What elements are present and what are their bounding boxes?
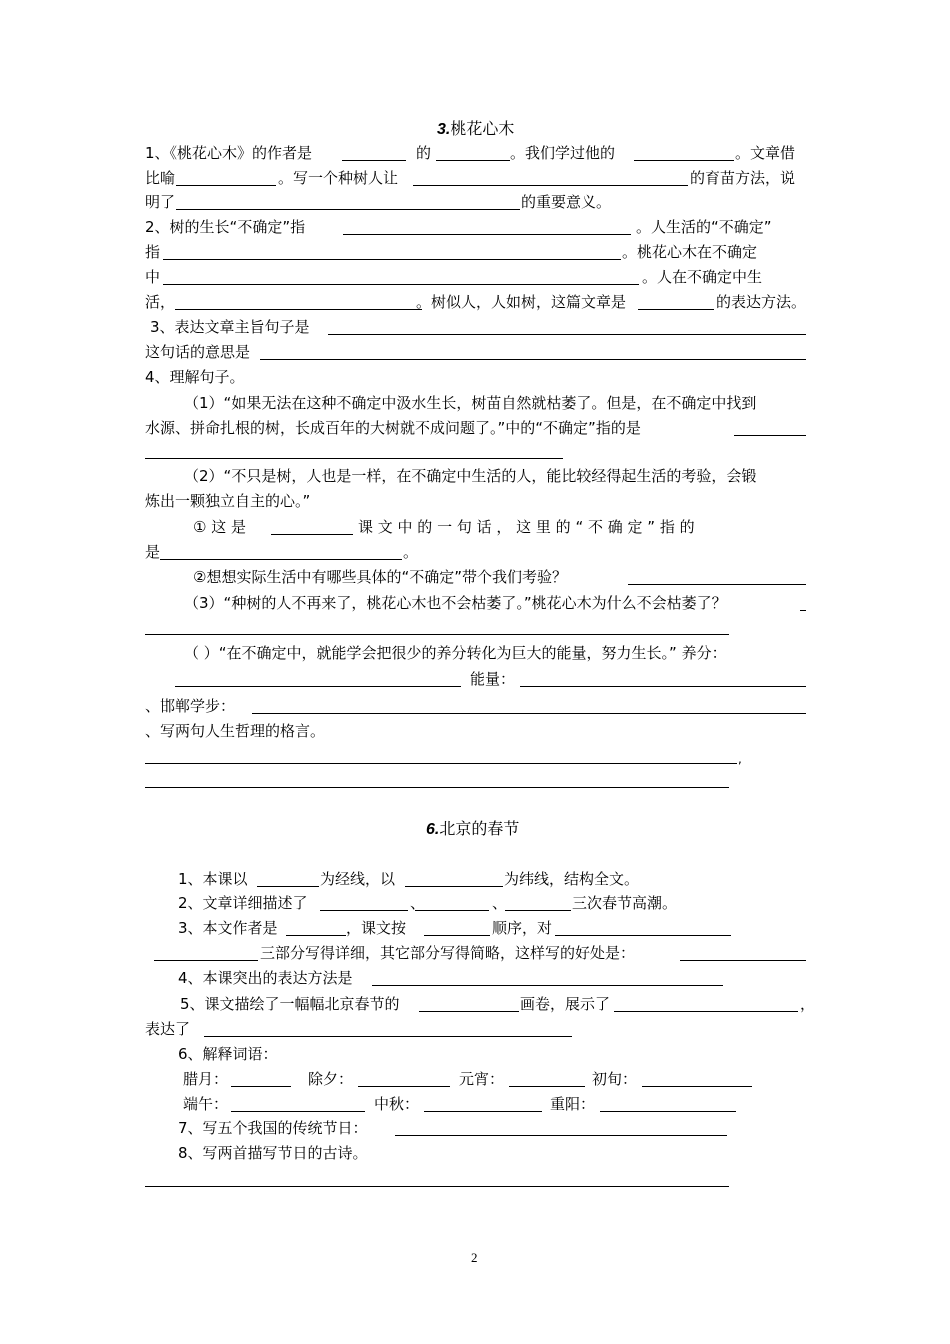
q5-text: 、邯郸学步： [145,697,236,715]
section-title-text: 桃花心木 [450,119,515,138]
section-title-beijing-spring-festival [426,818,519,841]
q1-blank-metaphor[interactable] [176,185,276,186]
q1-text-e: 比喻 [145,169,176,187]
q1-text-d: 。文章借 [735,144,796,162]
s2-q2-text-d: 三次春节高潮。 [572,894,678,912]
q2-text-c: 指 [145,243,161,261]
s2-blank-chongyang[interactable] [600,1111,736,1112]
s2-q2-blank-c[interactable] [505,910,571,911]
s2-q3-blank-parts[interactable] [555,935,731,936]
q4-p2-q1-blank-b[interactable] [160,559,402,560]
q4-p1-line1: （1）“如果无法在这种不确定中汲水生长，树苗自然就枯萎了。但是，在不确定中找到 [184,394,757,412]
s2-q3-text-c: 顺序，对 [492,919,553,937]
q4-p2-q2-blank[interactable] [628,584,806,585]
q2-text-a: 2、树的生长“不确定”指 [145,218,306,236]
s2-word-yuanxiao: 元宵： [459,1070,505,1088]
q4-p2-line2: 炼出一颗独立自主的心。” [145,492,311,510]
q4-p2-q1-text-d: 。 [403,543,419,561]
q2-text-b: 。人生活的“不确定” [636,218,772,236]
q2-text-e: 中 [145,268,161,286]
q1-blank-origin[interactable] [436,160,510,161]
q2-text-g: 活， [145,293,176,311]
s2-q2-text-b: 、 [410,894,426,912]
q6-blank-b[interactable] [145,787,729,788]
s2-word-chuxi: 除夕： [308,1070,354,1088]
q6-text: 、写两句人生哲理的格言。 [145,722,326,740]
s2-q7-text: 7、写五个我国的传统节日： [178,1119,368,1137]
q2-text-h: 。树似人，人如树，这篇文章是 [416,293,627,311]
s2-q5-text-b: 画卷，展示了 [520,995,611,1013]
s2-word-zhongqiu: 中秋： [374,1095,420,1113]
q4-p1-line2: 水源、拼命扎根的树，长成百年的大树就不成问题了。”中的“不确定”指的是 [145,419,641,437]
q1-text-f: 。写一个种树人让 [278,169,399,187]
q2-text-f: 。人在不确定中生 [642,268,763,286]
s2-word-duanwu: 端午： [183,1095,229,1113]
q4-p4-blank-energy[interactable] [520,686,806,687]
s2-q5-text-a: 5、课文描绘了一幅幅北京春节的 [180,995,400,1013]
q1-text-g: 的育苗方法，说 [690,169,796,187]
q3-blank-meaning[interactable] [260,359,806,360]
s2-blank-yuanxiao[interactable] [509,1086,585,1087]
section-title-taohuaxinmu [437,118,514,141]
s2-q2-text-c: 、 [492,894,508,912]
q4-p2-q2-text: ②想想实际生活中有哪些具体的“不确定”带个我们考验？ [193,568,567,586]
s2-word-chongyang: 重阳： [550,1095,596,1113]
s2-q4-blank[interactable] [372,985,723,986]
s2-q6-text: 6、解释词语： [178,1045,278,1063]
s2-blank-chuxun[interactable] [642,1086,752,1087]
s2-q4-text: 4、本课突出的表达方法是 [178,969,353,987]
q1-blank-work[interactable] [634,160,734,161]
q3-blank-theme[interactable] [328,334,806,335]
s2-q1-text-c: 为纬线，结构全文。 [504,870,640,888]
s2-blank-duanwu[interactable] [231,1111,365,1112]
q2-text-i: 的表达方法。 [716,293,807,311]
q1-blank-meaning[interactable] [176,209,520,210]
s2-blank-layue[interactable] [231,1086,291,1087]
s2-q3-text-b: ，课文按 [346,919,407,937]
q4-p3-blank-a[interactable] [800,610,806,611]
s2-word-layue: 腊月： [183,1070,229,1088]
q4-p2-q1-blank-a[interactable] [271,534,353,535]
q2-blank-tree-uncertain[interactable] [343,234,631,235]
s2-q1-text-a: 1、本课以 [178,870,248,888]
s2-q8-text: 8、写两首描写节日的古诗。 [178,1144,368,1162]
q2-blank-expression[interactable] [638,309,714,310]
s2-q5-text-d: 表达了 [145,1020,191,1038]
s2-blank-chuxi[interactable] [358,1086,450,1087]
q4-p2-q1-text-a: ① 这 是 [193,518,246,536]
s2-q7-blank[interactable] [395,1135,727,1136]
s2-q3-blank-order[interactable] [424,935,490,936]
s2-q2-blank-b[interactable] [415,910,489,911]
s2-q2-text-a: 2、文章详细描述了 [178,894,308,912]
s2-q3-text-d: 三部分写得详细，其它部分写得简略，这样写的好处是： [260,944,636,962]
s2-q5-text-c: ， [800,995,816,1013]
q2-blank-tree-growth[interactable] [163,284,639,285]
q1-blank-author[interactable] [342,160,406,161]
s2-q3-blank-benefit[interactable] [680,960,806,961]
s2-q8-blank[interactable] [145,1186,729,1187]
page-number: 2 [471,1250,478,1265]
q1-text-i: 的重要意义。 [521,193,612,211]
q1-text-c: 。我们学过他的 [510,144,616,162]
q4-p4-text: （ ）“在不确定中，就能学会把很少的养分转化为巨大的能量，努力生长。” 养分： [184,644,727,662]
s2-q5-blank-b[interactable] [614,1011,798,1012]
q1-text-h: 明了 [145,193,176,211]
s2-q1-text-b: 为经线，以 [320,870,396,888]
section-number: 3. [437,121,451,138]
s2-q1-blank-b[interactable] [405,886,503,887]
q6-blank-a[interactable] [145,763,737,764]
q4-p4-blank-nutrient[interactable] [175,686,461,687]
q2-blank-life[interactable] [175,309,422,310]
s2-q3-blank-parts-cont[interactable] [154,960,258,961]
q4-p2-q1-text-b: 课 文 中 的 一 句 话 ， 这 里 的 “ 不 确 定 ” 指 的 [358,518,695,536]
s2-q3-text-a: 3、本文作者是 [178,919,278,937]
s2-q1-blank-a[interactable] [257,886,319,887]
q2-text-d: 。桃花心木在不确定 [622,243,758,261]
s2-q5-blank-c[interactable] [204,1036,572,1037]
q4-p2-line1: （2）“不只是树，人也是一样，在不确定中生活的人，能比较经得起生活的考验，会锻 [184,467,757,485]
s2-q3-blank-author[interactable] [286,935,346,936]
q4-p3-text: （3）“种树的人不再来了，桃花心木也不会枯萎了。”桃花心木为什么不会枯萎了？ [184,594,727,612]
q4-p4-energy-label: 能量： [470,670,516,688]
q5-blank[interactable] [252,713,806,714]
q4-p2-q1-text-c: 是 [145,543,161,561]
q1-blank-method[interactable] [413,185,688,186]
q4-p3-blank-b[interactable] [145,634,729,635]
s2-blank-zhongqiu[interactable] [424,1111,542,1112]
q1-text-b: 的 [416,144,432,162]
q3-text-b: 这句话的意思是 [145,343,251,361]
q4-heading: 4、理解句子。 [145,368,245,386]
s2-word-chuxun: 初旬： [592,1070,638,1088]
s2-q2-blank-a[interactable] [320,910,408,911]
q3-text-a: 3、表达文章主旨句子是 [150,318,310,336]
q2-blank-life-uncertain[interactable] [163,259,621,260]
section-number: 6. [426,821,440,838]
s2-q5-blank-a[interactable] [419,1011,519,1012]
q4-p1-blank-b[interactable] [145,458,563,459]
q1-text-a: 1、《桃花心木》的作者是 [145,144,313,162]
q4-p1-blank-a[interactable] [734,435,806,436]
q6-comma: , [738,752,742,766]
section-title-text: 北京的春节 [439,819,520,838]
